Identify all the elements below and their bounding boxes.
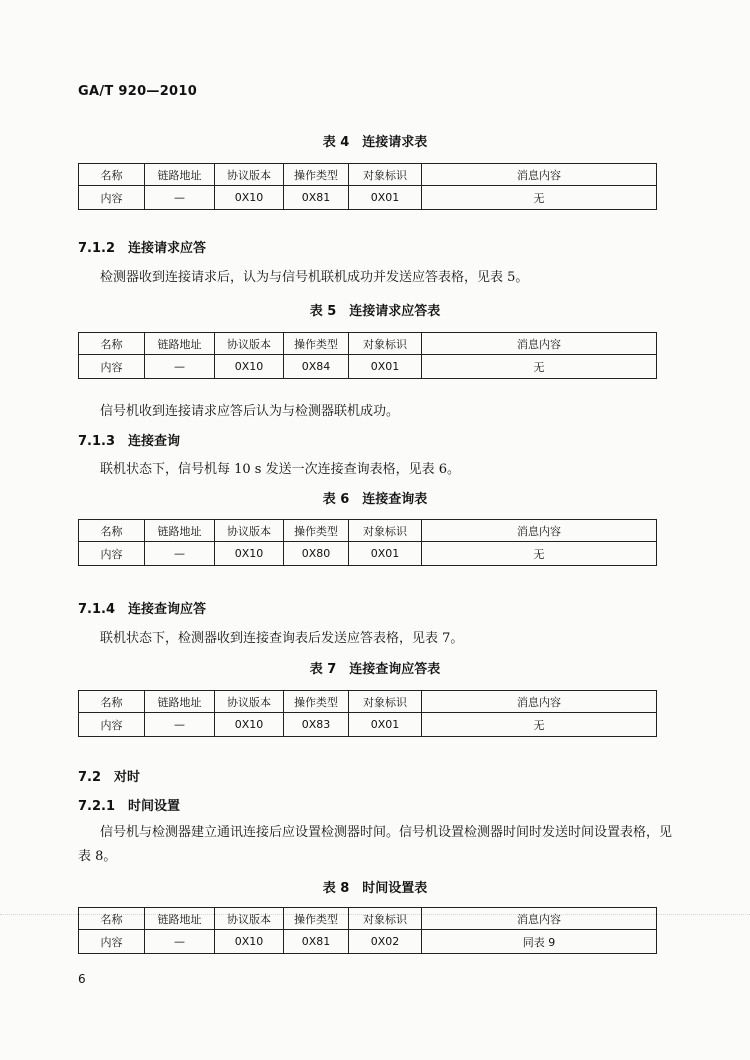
column-header: 操作类型 [284, 908, 349, 930]
column-header: 消息内容 [422, 908, 657, 930]
table-5 [78, 332, 657, 379]
table-cell: 内容 [79, 355, 145, 379]
paragraph: 信号机与检测器建立通讯连接后应设置检测器时间。信号机设置检测器时间时发送时间设置表格，见表 8。 [78, 825, 673, 864]
table-8 [78, 907, 657, 954]
column-header: 名称 [79, 164, 145, 186]
table-cell: 内容 [79, 713, 145, 737]
table-cell: 无 [422, 355, 657, 379]
table-header-row [79, 333, 657, 355]
table-cell: — [145, 930, 215, 954]
column-header: 消息内容 [422, 520, 657, 542]
table-caption-5: 表 5 连接请求应答表 [309, 304, 441, 319]
table-cell: 0X84 [284, 355, 349, 379]
table-4 [78, 163, 657, 210]
column-header: 操作类型 [284, 333, 349, 355]
table-cell: 同表 9 [422, 930, 657, 954]
table-header-row [79, 691, 657, 713]
table-cell: 内容 [79, 186, 145, 210]
section-heading-7-2-1: 7.2.1 时间设置 [78, 799, 181, 814]
table-cell: 0X10 [215, 713, 284, 737]
table-cell: 无 [422, 713, 657, 737]
table-cell: 0X10 [215, 542, 284, 566]
standard-code: GA/T 920—2010 [78, 84, 198, 99]
column-header: 链路地址 [145, 164, 215, 186]
table-cell: 0X01 [349, 542, 422, 566]
column-header: 消息内容 [422, 333, 657, 355]
table-cell: 0X10 [215, 930, 284, 954]
table-header-row [79, 520, 657, 542]
section-heading-7-1-3: 7.1.3 连接查询 [78, 434, 181, 449]
column-header: 对象标识 [349, 908, 422, 930]
column-header: 链路地址 [145, 691, 215, 713]
column-header: 操作类型 [284, 691, 349, 713]
section-heading-7-2: 7.2 对时 [78, 770, 141, 785]
table-caption-8: 表 8 时间设置表 [322, 881, 428, 896]
table-row [79, 542, 657, 566]
column-header: 协议版本 [215, 333, 284, 355]
table-cell: 0X01 [349, 186, 422, 210]
paragraph: 联机状态下，检测器收到连接查询表后发送应答表格，见表 7。 [100, 631, 464, 646]
column-header: 协议版本 [215, 691, 284, 713]
column-header: 名称 [79, 520, 145, 542]
table-cell: 0X02 [349, 930, 422, 954]
table-cell: 0X81 [284, 186, 349, 210]
column-header: 链路地址 [145, 520, 215, 542]
table-cell: — [145, 542, 215, 566]
table-cell: 无 [422, 186, 657, 210]
table-cell: 0X80 [284, 542, 349, 566]
table-cell: 0X10 [215, 186, 284, 210]
column-header: 名称 [79, 908, 145, 930]
paragraph: 联机状态下，信号机每 10 s 发送一次连接查询表格，见表 6。 [100, 462, 461, 477]
column-header: 名称 [79, 691, 145, 713]
table-cell: 0X81 [284, 930, 349, 954]
column-header: 对象标识 [349, 164, 422, 186]
table-row [79, 355, 657, 379]
column-header: 协议版本 [215, 520, 284, 542]
column-header: 消息内容 [422, 691, 657, 713]
table-cell: 0X83 [284, 713, 349, 737]
table-cell: — [145, 355, 215, 379]
column-header: 对象标识 [349, 691, 422, 713]
table-cell: 无 [422, 542, 657, 566]
paragraph: 信号机收到连接请求应答后认为与检测器联机成功。 [100, 404, 400, 419]
column-header: 操作类型 [284, 520, 349, 542]
column-header: 链路地址 [145, 908, 215, 930]
column-header: 协议版本 [215, 908, 284, 930]
table-cell: 内容 [79, 542, 145, 566]
column-header: 名称 [79, 333, 145, 355]
table-6 [78, 519, 657, 566]
table-header-row [79, 164, 657, 186]
table-cell: 0X01 [349, 355, 422, 379]
section-heading-7-1-4: 7.1.4 连接查询应答 [78, 602, 207, 617]
column-header: 协议版本 [215, 164, 284, 186]
table-cell: 0X10 [215, 355, 284, 379]
paragraph: 检测器收到连接请求后，认为与信号机联机成功并发送应答表格，见表 5。 [100, 270, 529, 285]
column-header: 链路地址 [145, 333, 215, 355]
column-header: 对象标识 [349, 520, 422, 542]
table-cell: 0X01 [349, 713, 422, 737]
table-cell: 内容 [79, 930, 145, 954]
table-caption-7: 表 7 连接查询应答表 [309, 662, 441, 677]
table-row [79, 713, 657, 737]
section-heading-7-1-2: 7.1.2 连接请求应答 [78, 241, 207, 256]
table-row [79, 930, 657, 954]
table-row [79, 186, 657, 210]
column-header: 操作类型 [284, 164, 349, 186]
page-number: 6 [78, 972, 86, 986]
table-cell: — [145, 713, 215, 737]
column-header: 对象标识 [349, 333, 422, 355]
table-cell: — [145, 186, 215, 210]
table-header-row [79, 908, 657, 930]
table-caption-4: 表 4 连接请求表 [322, 135, 428, 150]
table-caption-6: 表 6 连接查询表 [322, 492, 428, 507]
column-header: 消息内容 [422, 164, 657, 186]
table-7 [78, 690, 657, 737]
